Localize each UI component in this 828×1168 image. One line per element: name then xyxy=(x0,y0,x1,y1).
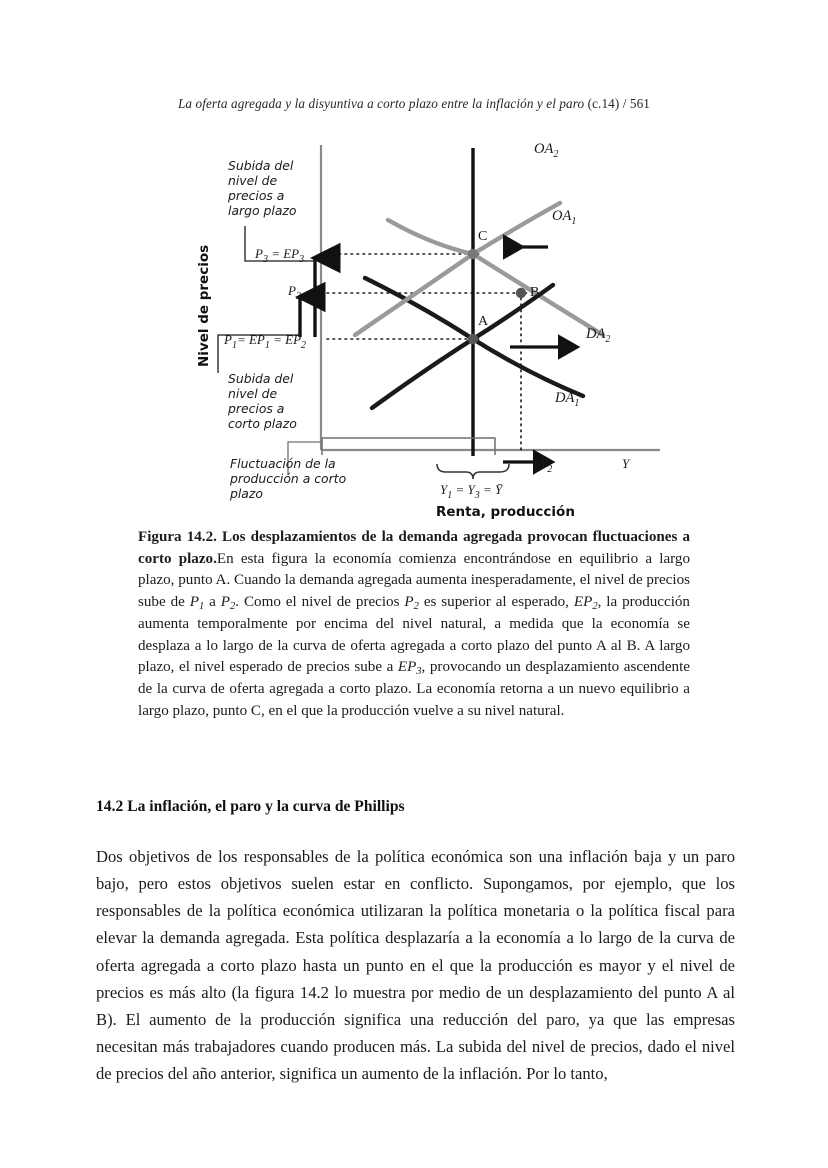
brace-natural-output xyxy=(437,464,509,479)
curve-label-da1: $DA_1$ xyxy=(555,390,580,409)
caption-body-2: a xyxy=(204,593,221,610)
running-head-title: La oferta agregada y la disyuntiva a corto plazo entre la inflación y el paro xyxy=(177,96,585,111)
caption-body-6: , provocando un desplazamiento ascendente de la curva de oferta agregada a corto plazo. La economía retorna a un nuevo equilibrio a largo plazo, punto C, en el que la producción vuelve a su nivel natural. xyxy=(138,659,690,719)
x-axis-variable: Y xyxy=(622,456,630,471)
running-head-chapter: (c.14) xyxy=(587,96,620,111)
price-label-p3: $P_3 = EP_3$ xyxy=(255,246,305,265)
price-label-p2: $P_2$ xyxy=(288,283,301,302)
note-short-run-rise: Subida del nivel de precios a corto plazo xyxy=(228,371,297,431)
bracket-output-fluctuation xyxy=(322,438,495,455)
caption-var-p2: P xyxy=(220,593,231,610)
caption-figure-label: Figura 14.2. xyxy=(138,529,217,545)
running-head xyxy=(0,96,828,112)
caption-var-p2-sub: 2 xyxy=(230,600,236,612)
figure-svg xyxy=(0,130,828,520)
caption-var-p1: P xyxy=(189,593,199,610)
y-axis-title: Nivel de precios xyxy=(196,244,212,367)
point-b-dot xyxy=(516,288,526,298)
caption-body-3: . Como el nivel de precios xyxy=(235,593,405,610)
caption-var-p2b: P xyxy=(404,593,414,610)
point-label-a: A xyxy=(478,314,489,329)
caption-var-ep3: EP xyxy=(397,659,417,676)
caption-var-ep2: EP xyxy=(573,593,593,610)
curve-label-oa1: $OA_1$ xyxy=(552,208,577,227)
curve-label-da2: $DA_2$ xyxy=(586,326,611,345)
output-label-y1-y3-ybar: $Y_1 = Y_3$ = Ȳ xyxy=(440,482,503,501)
figure-caption xyxy=(138,527,690,723)
figure-14-2 xyxy=(0,130,828,520)
running-head-page-number: 561 xyxy=(629,96,651,111)
price-label-p1: $P_1= EP_1 = EP_2$ xyxy=(224,332,307,351)
caption-var-ep2-sub: 2 xyxy=(592,600,598,612)
caption-var-p1-sub: 1 xyxy=(199,600,205,612)
point-label-b: B xyxy=(530,285,540,300)
curve-oa2 xyxy=(355,203,560,335)
point-a-dot xyxy=(468,334,478,344)
body-paragraph-container xyxy=(96,843,735,1087)
note-long-run-rise: Subida del nivel de precios a largo plazo xyxy=(228,158,297,218)
caption-var-ep3-sub: 3 xyxy=(416,666,422,678)
x-axis-title: Renta, producción xyxy=(436,504,575,520)
section-heading: 14.2 La inflación, el paro y la curva de Phillips xyxy=(96,798,405,815)
running-head-separator: / xyxy=(622,96,627,111)
caption-bold-title: Los desplazamientos de la demanda agregada provocan fluctuaciones a corto plazo. xyxy=(138,529,690,567)
body-paragraph: Dos objetivos de los responsables de la política económica son una inflación baja y un paro bajo, pero estos objetivos suelen estar en conflicto. Supongamos, por ejemplo, que los responsables de la política económica utilizaran la política monetaria o la política fiscal para elevar la demanda agregada. Esta política desplazaría a la economía a lo largo de la curva de oferta agregada a corto plazo hasta un punto en el que la producción es mayor y el nivel de precios es más alto (la figura 14.2 lo muestra por medio de un desplazamiento del punto A al B). El aumento de la producción significa una reducción del paro, ya que las empresas necesitan más trabajadores cuando producen más. La subida del nivel de precios, dado el nivel de precios del año anterior, significa un aumento de la inflación. Por lo tanto, xyxy=(96,847,735,1083)
curve-label-oa2: $OA_2$ xyxy=(534,141,559,160)
output-label-y2: $Y_2$ xyxy=(540,456,553,475)
caption-var-p2b-sub: 2 xyxy=(413,600,419,612)
curve-da2 xyxy=(388,220,603,335)
point-label-c: C xyxy=(478,229,488,244)
caption-body-4: es superior al esperado, xyxy=(418,593,574,610)
note-output-fluctuation: Fluctuación de la producción a corto plazo xyxy=(230,456,347,501)
caption-body-1: En esta figura la economía comienza encontrándose en equilibrio a largo plazo, punto A. Cuando la demanda agregada aumenta inesperadamente, el nivel de precios sube de xyxy=(138,550,690,610)
point-c-dot xyxy=(468,249,478,259)
caption-body-5: , la producción aumenta temporalmente por encima del nivel natural, a medida que la economía se desplaza a lo largo de la curva de oferta agregada a corto plazo del punto A al B. A largo plazo, el nivel esperado de precios sube a xyxy=(138,593,690,676)
